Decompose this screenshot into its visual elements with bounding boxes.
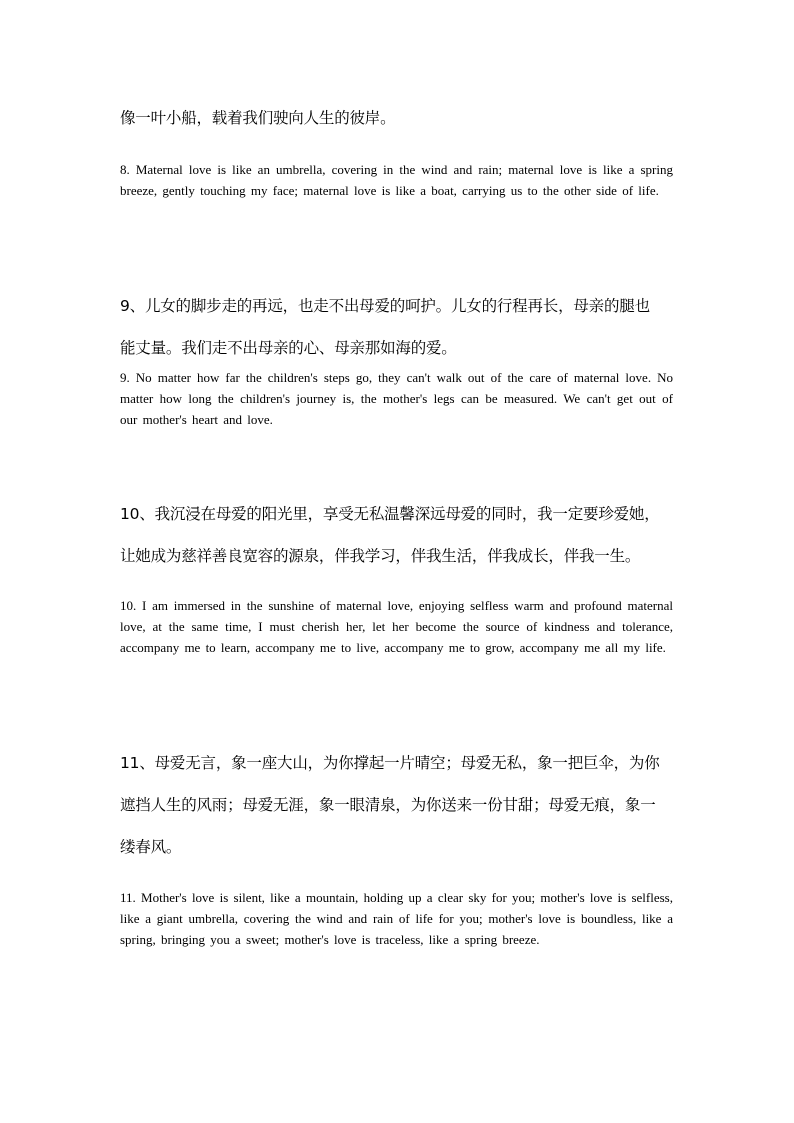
english-paragraph-8: 8. Maternal love is like an umbrella, covering in the wind and rain; maternal love is like a spring breeze, gently touching my face; maternal love is like a boat, carrying us to the other side of life. <box>120 162 673 198</box>
chinese-text-line: 遮挡人生的风雨；母爱无涯，象一眼清泉，为你送来一份甘甜；母爱无痕，象一 <box>120 796 656 814</box>
english-paragraph-10: 10. I am immersed in the sunshine of maternal love, enjoying selfless warm and profound maternal love, at the same time, I must cherish her, let her become the source of kindness and tolerance, accompany me to learn, accompany me to live, accompany me to grow, accompany me all my life. <box>120 598 673 655</box>
chinese-text-line: 9、儿女的脚步走的再远，也走不出母爱的呵护。儿女的行程再长，母亲的腿也 <box>120 297 650 315</box>
chinese-text-line: 10、我沉浸在母爱的阳光里，享受无私温馨深远母爱的同时，我一定要珍爱她， <box>120 505 660 523</box>
chinese-text-line: 11、母爱无言，象一座大山，为你撑起一片晴空；母爱无私，象一把巨伞，为你 <box>120 754 660 772</box>
chinese-text-line: 缕春风。 <box>120 838 182 856</box>
chinese-text-line: 像一叶小船，载着我们驶向人生的彼岸。 <box>120 109 396 127</box>
chinese-text-line: 能丈量。我们走不出母亲的心、母亲那如海的爱。 <box>120 339 457 357</box>
english-paragraph-11: 11. Mother's love is silent, like a mountain, holding up a clear sky for you; mother's love is selfless, like a giant umbrella, covering the wind and rain of life for you; mother's love is boundless, like a spring, bringing you a sweet; mother's love is traceless, like a spring breeze. <box>120 890 673 947</box>
chinese-text-line: 让她成为慈祥善良宽容的源泉，伴我学习，伴我生活，伴我成长，伴我一生。 <box>120 547 641 565</box>
english-paragraph-9: 9. No matter how far the children's steps go, they can't walk out of the care of maternal love. No matter how long the children's journey is, the mother's legs can be measured. We can't get out of our mother's heart and love. <box>120 370 673 427</box>
